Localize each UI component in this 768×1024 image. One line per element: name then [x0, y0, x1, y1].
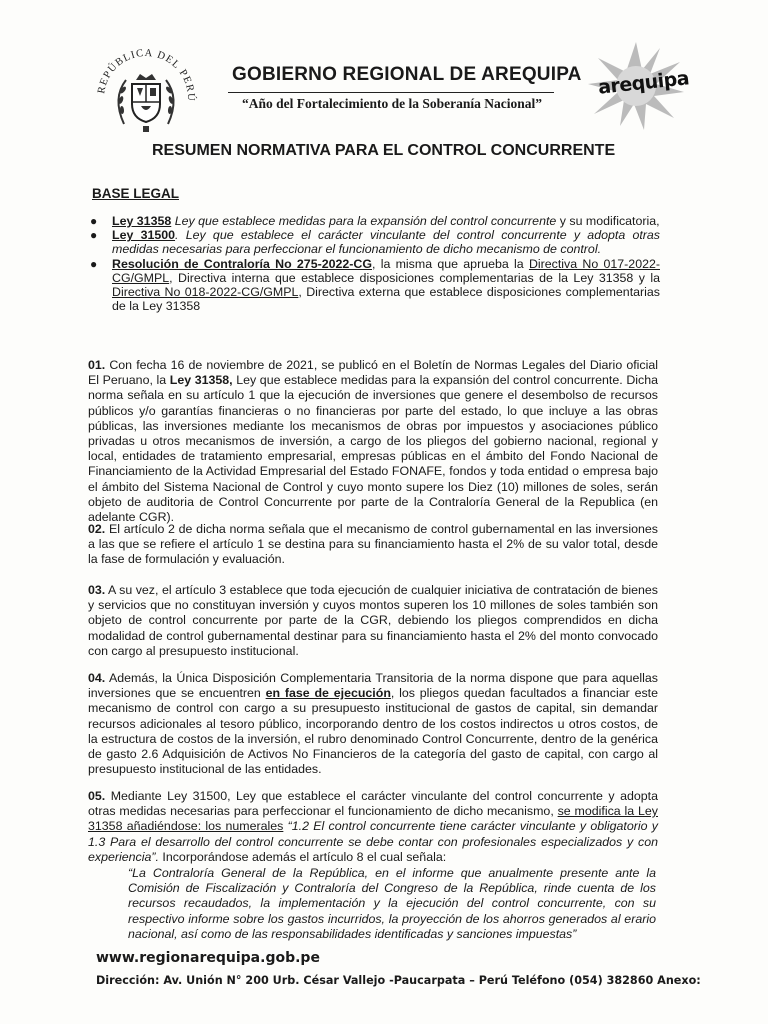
organization-title: GOBIERNO REGIONAL DE AREQUIPA	[232, 64, 582, 85]
directive-reference: Directiva No 018-2022-CG/GMPL	[112, 285, 299, 300]
italic-text: “1.2 El control concurrente tiene carácter vinculante y obligatorio y 1.3 Para el desarrollo del control concurrente se debe contar con profesionales especializados y con experiencia”.	[88, 819, 658, 864]
paragraph-text: El artículo 2 de dicha norma señala que el mecanismo de control gubernamental en las inversiones a las que se refiere el artículo 1 se destina para su financiamiento hasta el 2% de su valor total, desde la fase de formulación y evaluación.	[88, 522, 658, 567]
paragraph-03	[88, 583, 658, 659]
document-title: RESUMEN NORMATIVA PARA EL CONTROL CONCURRENTE	[152, 142, 616, 159]
item-text: , Directiva externa que establece disposiciones complementarias de la Ley 31358	[112, 285, 660, 314]
resolution-reference: Resolución de Contraloría No 275-2022-CG	[112, 256, 372, 271]
item-text: , Directiva interna que establece disposiciones complementarias de la Ley 31358 y la	[169, 270, 660, 285]
bullet-icon: ●	[90, 228, 98, 243]
paragraph-text: Con fecha 16 de noviembre de 2021, se publicó en el Boletín de Normas Legales del Diario oficial El Peruano, la	[88, 358, 658, 388]
paragraph-02	[88, 522, 658, 568]
law-reference: Ley 31500	[112, 228, 176, 243]
list-item	[88, 228, 660, 256]
paragraph-01	[88, 358, 658, 525]
coat-of-arms-seal	[86, 40, 206, 136]
header-rule	[228, 92, 554, 93]
law-reference: Ley 31358	[112, 214, 172, 228]
law-description: . Ley que establece el carácter vinculante del control concurrente y adopta otras medidas necesarias para perfeccionar el funcionamiento de dicho mecanismo de control.	[112, 228, 660, 257]
law-description: Ley que establece medidas para la expansión del control concurrente	[171, 214, 557, 228]
item-text: , la misma que aprueba la	[371, 256, 529, 271]
paragraph-text: Incorporándose además el artículo 8 el cual señala:	[158, 849, 447, 864]
arequipa-logo-text: arequipa	[597, 67, 691, 99]
bullet-icon: ●	[90, 256, 98, 271]
law-tail: y su modificatoria,	[556, 214, 660, 228]
seal-text: REPÚBLICA DEL PERÚ	[96, 47, 197, 102]
paragraph-text: , los pliegos quedan facultados a financiar este mecanismo de control con cargo a su presupuesto institucional de gastos de capital, sin demandar recursos adicionales al tesoro público, incorporando dentro de los costos indirectos u otros costos, de la estructura de costos de la inversión, el rubro denominado Control Concurrente, dentro de la genérica de gasto 2.6 Adquisición de Activos No Financieros de la categoría del gasto de capital, con cargo al presupuesto institucional de las entidades.	[88, 686, 658, 777]
bullet-icon: ●	[90, 214, 98, 228]
paragraph-number: 01.	[88, 358, 106, 372]
directive-reference: Directiva No 017-2022-CG/GMPL	[112, 256, 660, 285]
paragraph-05	[88, 789, 658, 865]
paragraph-text: Mediante Ley 31500, Ley que establece el carácter vinculante del control concurrente y adopta otras medidas necesarias para perfeccionar el funcionamiento de dicho mecanismo,	[88, 789, 658, 819]
year-motto: “Año del Fortalecimiento de la Soberanía Nacional”	[242, 96, 542, 111]
paragraph-text: Además, la Única Disposición Complementaria Transitoria de la norma dispone que para aquellas inversiones que se encuentren	[88, 671, 658, 701]
underlined-text: se modifica la Ley 31358 añadiéndose: los numerales	[88, 804, 658, 834]
paragraph-04	[88, 671, 658, 777]
list-item	[88, 214, 660, 228]
footer-website: www.regionarequipa.gob.pe	[96, 950, 320, 966]
paragraph-number: 04.	[88, 671, 106, 685]
base-legal-heading: BASE LEGAL	[92, 186, 180, 201]
paragraph-number: 05.	[88, 789, 106, 803]
paragraph-text: Ley que establece medidas para la expansión del control concurrente. Dicha norma señala en su artículo 1 que la ejecución de inversiones que genere el desembolso de recursos públicos y/o garantías financieras o no financieras por parte del estado, lo que incluye a las obras públicas, las inversiones mediante los mecanismos de obras por impuestos y asociaciones público privadas u otros mecanismos de inversión, a cargo de los pliegos del gobierno nacional, regional y local, entidades de tratamiento empresarial, empresas públicas en el ámbito del Fondo Nacional de Financiamiento de la Actividad Empresarial del Estado FONAFE, fondos y toda entidad o empresa bajo el ámbito del Sistema Nacional de Control y cuyo monto supere los Diez (10) millones de soles, serán objeto de auditoria de Control Concurrente por parte de la Contraloría General de la Republica (en adelante CGR).	[88, 373, 658, 525]
paragraph-number: 02.	[88, 522, 106, 536]
emphasis-text: en fase de ejecución	[265, 686, 391, 701]
law-reference: Ley 31358,	[169, 373, 233, 388]
article-8-quote: “La Contraloría General de la República, en el informe que anualmente presente ante la Comisión de Fiscalización y Contraloría del Congreso de la República, rinde cuenta de los recursos recaudados, la implementación y la ejecución del control concurrente, con su respectivo informe sobre los gastos incurridos, la proyección de los ahorros generados al erario nacional, así como de las responsabilidades identificadas y sanciones impuestas”	[128, 866, 656, 941]
paragraph-number: 03.	[88, 583, 106, 597]
list-item	[88, 257, 660, 314]
footer-address: Dirección: Av. Unión N° 200 Urb. César Vallejo -Paucarpata – Perú Teléfono (054) 382860 Anexo:	[96, 974, 701, 987]
paragraph-text: A su vez, el artículo 3 establece que toda ejecución de cualquier iniciativa de contratación de bienes y servicios que no constituyan inversión y cuyos montos superen los 10 millones de soles también son objeto de control concurrente por parte de la CGR, debiendo los pliegos comprendidos en dicha modalidad de control gubernamental destinar para su financiamiento hasta el 2% del monto convocado con cargo al presupuesto institucional.	[88, 583, 658, 658]
base-legal-list	[88, 214, 660, 313]
